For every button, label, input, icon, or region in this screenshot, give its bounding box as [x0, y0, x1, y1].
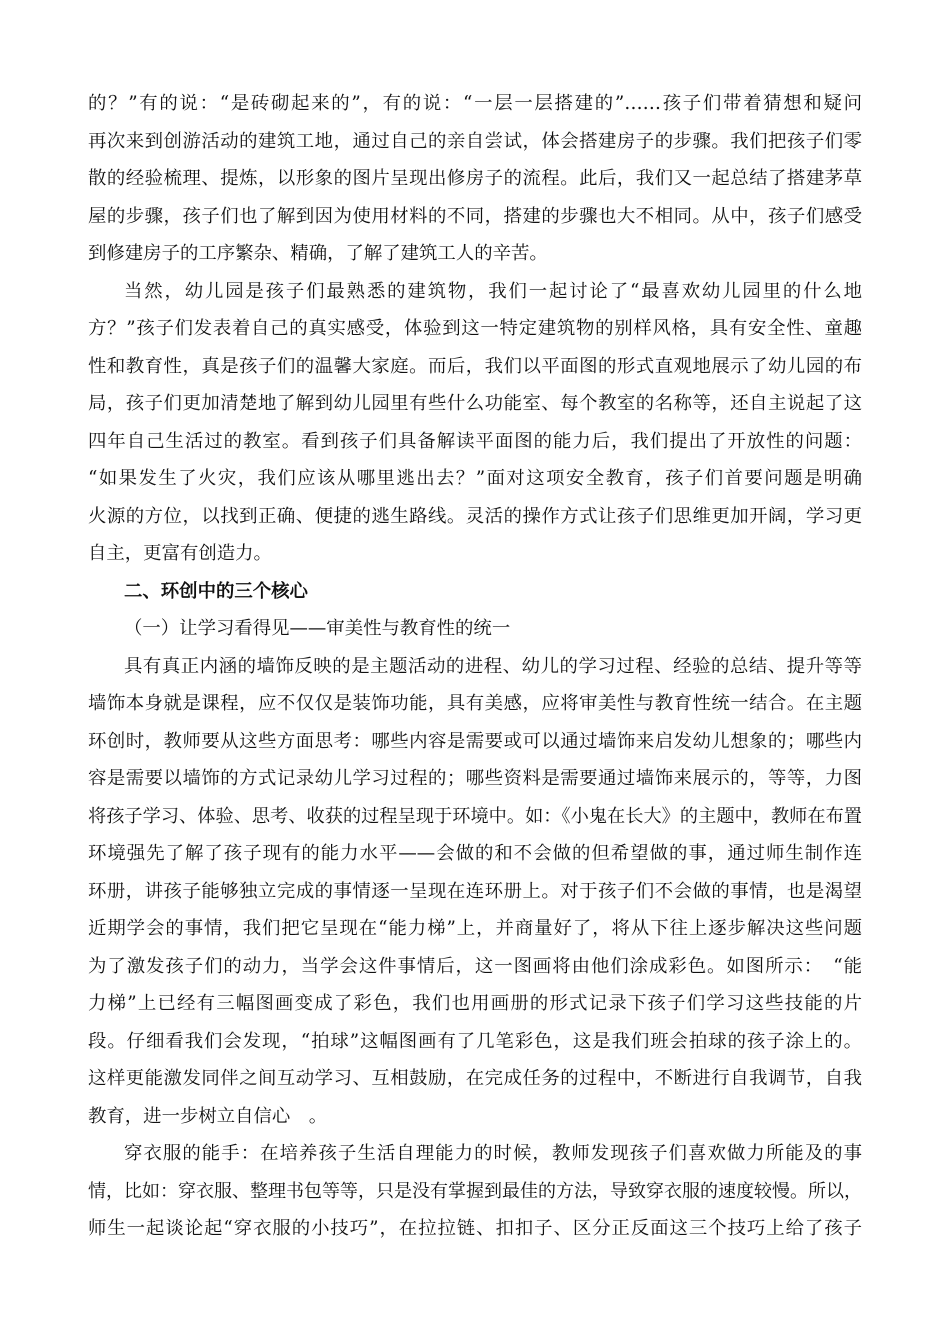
text-line: 到修建房子的工序繁杂、精确，了解了建筑工人的辛苦。 — [88, 243, 548, 264]
text-line: 墙饰本身就是课程，应不仅仅是装饰功能，具有美感，应将审美性与教育性统一结合。在主题 — [88, 693, 862, 714]
text-line: 方？”孩子们发表着自己的真实感受，体验到这一特定建筑物的别样风格，具有安全性、童趣 — [88, 318, 862, 339]
text-line: 自主，更富有创造力。 — [88, 543, 272, 564]
text-line: 散的经验梳理、提炼，以形象的图片呈现出修房子的流程。此后，我们又一起总结了搭建茅草 — [88, 168, 862, 189]
text-line: 环境强先了解了孩子现有的能力水平——会做的和不会做的但希望做的事，通过师生制作连 — [88, 843, 862, 864]
text-line: 力梯”上已经有三幅图画变成了彩色，我们也用画册的形式记录下孩子们学习这些技能的片 — [88, 993, 862, 1014]
text-line: 将孩子学习、体验、思考、收获的过程呈现于环境中。如：《小鬼在长大》的主题中，教师在布置 — [88, 805, 862, 827]
text-line: 具有真正内涵的墙饰反映的是主题活动的进程、幼儿的学习过程、经验的总结、提升等等 — [124, 655, 862, 677]
text-line: 局，孩子们更加清楚地了解到幼儿园里有些什么功能室、每个教室的名称等，还自主说起了这 — [88, 393, 862, 414]
text-line: 教育，进一步树立自信心 。 — [88, 1105, 328, 1127]
text-line: 师生一起谈论起“穿衣服的小技巧”，在拉拉链、扣扣子、区分正反面这三个技巧上给了孩子 — [88, 1218, 862, 1239]
text-line: 近期学会的事情，我们把它呈现在“能力梯”上，并商量好了，将从下往上逐步解决这些问题 — [88, 918, 862, 939]
text-line: 的？”有的说：“是砖砌起来的”，有的说：“一层一层搭建的”……孩子们带着猜想和疑问 — [88, 93, 862, 114]
text-line: 这样更能激发同伴之间互动学习、互相鼓励，在完成任务的过程中，不断进行自我调节，自我 — [88, 1068, 862, 1089]
text-line: 环册，讲孩子能够独立完成的事情逐一呈现在连环册上。对于孩子们不会做的事情，也是渴望 — [88, 880, 862, 902]
text-line: 火源的方位，以找到正确、便捷的逃生路线。灵活的操作方式让孩子们思维更加开阔，学习更 — [88, 505, 862, 527]
text-line: 再次来到创游活动的建筑工地，通过自己的亲自尝试，体会搭建房子的步骤。我们把孩子们零 — [88, 130, 862, 152]
text-line: 环创时，教师要从这些方面思考：哪些内容是需要或可以通过墙饰来启发幼儿想象的；哪些内 — [88, 730, 862, 752]
text-line: 屋的步骤，孩子们也了解到因为使用材料的不同，搭建的步骤也大不相同。从中，孩子们感受 — [88, 205, 862, 227]
section-heading: 二、环创中的三个核心 — [124, 580, 308, 602]
text-line: （一）让学习看得见——审美性与教育性的统一 — [124, 618, 511, 639]
text-line: 容是需要以墙饰的方式记录幼儿学习过程的；哪些资料是需要通过墙饰来展示的，等等，力图 — [88, 768, 862, 789]
text-line: 四年自己生活过的教室。看到孩子们具备解读平面图的能力后，我们提出了开放性的问题： — [88, 430, 862, 452]
text-line: 为了激发孩子们的动力，当学会这件事情后，这一图画将由他们涂成彩色。如图所示： “能 — [88, 955, 862, 977]
text-line: 段。仔细看我们会发现，“拍球”这幅图画有了几笔彩色，这是我们班会拍球的孩子涂上的。 — [88, 1030, 862, 1052]
text-line: “如果发生了火灾，我们应该从哪里逃出去？”面对这项安全教育，孩子们首要问题是明确 — [88, 468, 862, 489]
text-line: 情，比如：穿衣服、整理书包等等，只是没有掌握到最佳的方法，导致穿衣服的速度较慢。所以， — [88, 1180, 862, 1202]
text-line: 穿衣服的能手：在培养孩子生活自理能力的时候，教师发现孩子们喜欢做力所能及的事 — [124, 1143, 862, 1164]
text-line: 性和教育性，真是孩子们的温馨大家庭。而后，我们以平面图的形式直观地展示了幼儿园的布 — [88, 355, 862, 377]
text-line: 当然，幼儿园是孩子们最熟悉的建筑物，我们一起讨论了“最喜欢幼儿园里的什么地 — [124, 280, 862, 302]
